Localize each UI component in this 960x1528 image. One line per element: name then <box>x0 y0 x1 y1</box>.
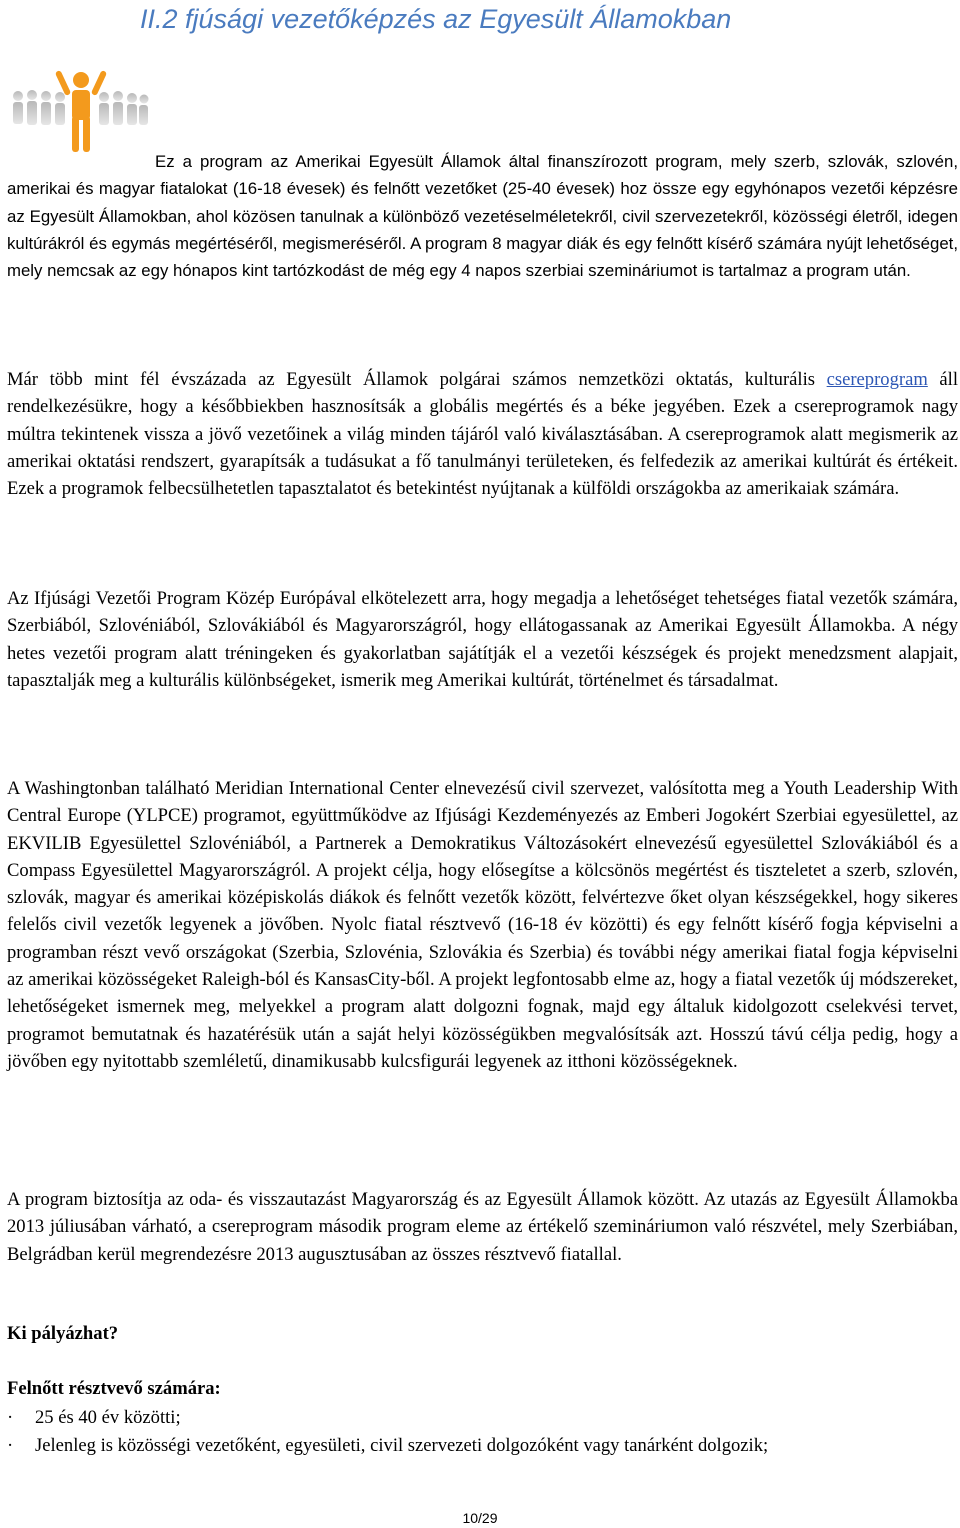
bullet-dot: · <box>7 1435 14 1456</box>
intro-text: Ez a program az Amerikai Egyesült Államok által finanszírozott program, mely szerb, szlovák, szlovén, amerikai és magyar fiatalokat (16-18 évesek) és felnőtt vezetőket (25-40 évesek) hoz össze egy egyhónapos vezetői képzésre az Egyesült Államokban, ahol közösen tanulnak a különböző vezetéselméletekről, civil szervezetekről, közösségi életről, idegen kultúrákról és egymás megértéséről, megismeréséről. A program 8 magyar diák és egy felnőtt kísérő számára nyújt lehetőséget, mely nemcsak az egy hónapos kint tartózkodást de még egy 4 napos szerbiai szemináriumot is tartalmaz a program után. <box>7 152 958 281</box>
paragraph-program <box>7 585 958 694</box>
page-title: II.2 fjúsági vezetőképzés az Egyesült Államokban <box>140 4 732 34</box>
heading-who-can-apply: Ki pályázhat? <box>7 1323 119 1344</box>
list-item-text: 25 és 40 év közötti; <box>35 1407 181 1428</box>
paragraph-exchange-start: Már több mint fél évszázada az Egyesült Államok polgárai számos nemzetközi oktatás, kulturális <box>7 369 827 390</box>
paragraph-program-text: Az Ifjúsági Vezetői Program Közép Európával elkötelezett arra, hogy megadja a lehetőséget tehetséges fiatal vezetők számára, Szerbiából, Szlovéniából, Szlovákiából és Magyarországról, hogy ellátogassanak az Amerikai Egyesült Államokba. A négy hetes vezetői program alatt tréningeken és gyakorlatban sajátítják el a vezetői készségek és projekt menedzsment alapjait, tapasztalják meg a kulturális különbségeket, ismerik meg Amerikai kultúrát, történelmet és társadalmat. <box>7 588 958 691</box>
paragraph-exchange-end: áll rendelkezésükre, hogy a későbbiekben hasznosítsák a globális megértés és a béke jegyében. Ezek a csereprogramok nagy múltra tekintenek vissza a jövő vezetőinek a világ minden tájáról való kiválasztásában. A csereprogramok alatt megismerik az amerikai oktatási rendszert, gyarapítsák a tudásukat a fő tanulmányi területeken, és felfedezik az amerikai kultúrát és értékeit. Ezek a programok felbecsülhetetlen tapasztalatot és betekintést nyújtanak a külföldi országokba az amerikaiak számára. <box>7 369 959 500</box>
heading-adult-participant: Felnőtt résztvevő számára: <box>7 1378 221 1399</box>
paragraph-travel <box>7 1186 958 1268</box>
paragraph-meridian <box>7 775 958 1075</box>
paragraph-meridian-text: A Washingtonban található Meridian International Center elnevezésű civil szervezet, valósította meg a Youth Leadership With Central Europe (YLPCE) programot, együttműködve az Ifjúsági Kezdeményezés az Emberi Jogokért Szerbiai egyesülettel, az EKVILIB Egyesülettel Szlovéniából, a Partnerek a Demokratikus Változásokért elnevezésű egyesülettel Szlovákiából és a Compass Egyesülettel Magyarországról. A projekt célja, hogy elősegítse a kölcsönös megértést és tiszteletet a szerb, szlovén, szlovák, magyar és amerikai középiskolás diákok és felnőtt vezetők között, felvértezve őket olyan készségekkel, hogy sikeres felelős civil vezetők legyenek a jövőben. Nyolc fiatal résztvevő (16-18 év közötti) és egy felnőtt kísérő fogja képviselni a programban részt vevő országokat (Szerbia, Szlovénia, Szlovákia és Szerbia) és további négy amerikai fiatal fogja képviselni az amerikai közösségeket Raleigh-ból és KansasCity-ből. A projekt legfontosabb elme az, hogy a fiatal vezetők új módszereket, lehetőségeket ismernek meg, melyekkel a program alatt dolgozni fognak, majd egy általuk kidolgozott cselekvési tervet, programot bemutatnak és hazatérésük után a saját helyi közösségükben megvalósítsák azt. Hosszú távú célja pedig, hogy a jövőben egy nyitottabb szemléletű, dinamikusabb kulcsfigurái legyenek az itthoni közösségeknek. <box>7 778 958 1072</box>
bullet-dot: · <box>7 1407 14 1428</box>
leader-figure-icon <box>8 66 150 156</box>
paragraph-exchange-text <box>7 366 958 502</box>
intro-paragraph <box>7 148 958 284</box>
list-item <box>7 1432 958 1459</box>
paragraph-exchange <box>7 366 958 502</box>
list-item <box>7 1404 958 1431</box>
list-item-text: Jelenleg is közösségi vezetőként, egyesületi, civil szervezeti dolgozóként vagy tanárként dolgozik; <box>35 1435 769 1456</box>
page-number: 10/29 <box>462 1510 498 1526</box>
paragraph-travel-text: A program biztosítja az oda- és visszautazást Magyarország és az Egyesült Államok között. Az utazás az Egyesült Államokba 2013 júliusában várható, a csereprogram második program eleme az értékelő szemináriumon való részvétel, mely Szerbiában, Belgrádban kerül megrendezésre 2013 augusztusában az összes résztvevő fiatallal. <box>7 1189 958 1265</box>
csereprogram-link[interactable]: csereprogram <box>826 369 928 390</box>
